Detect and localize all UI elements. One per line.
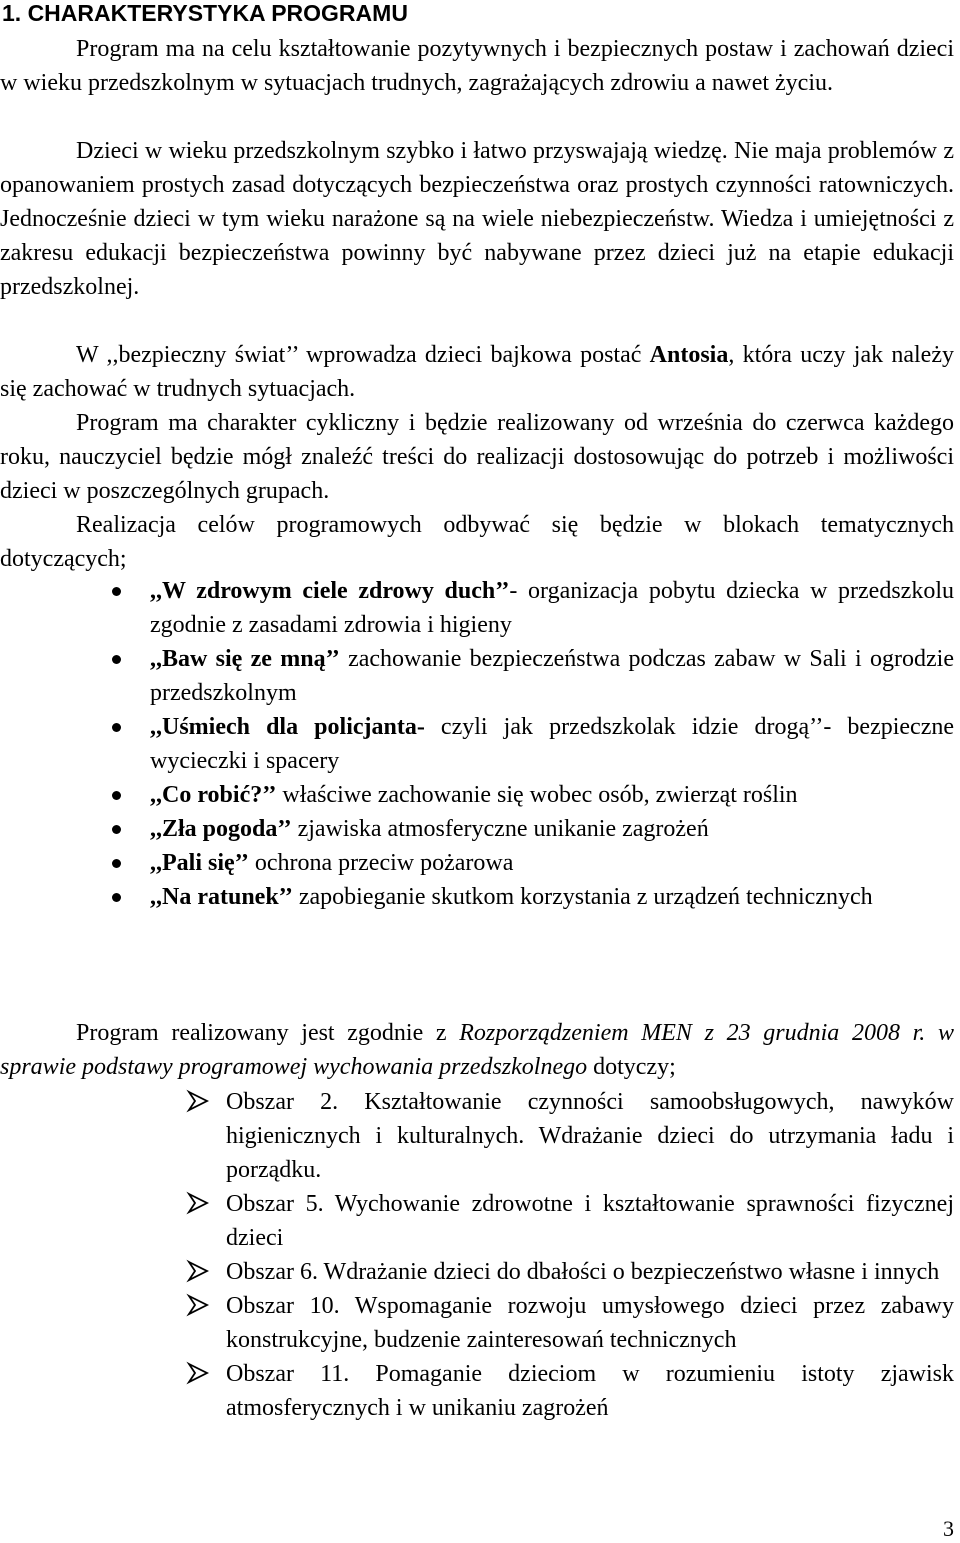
list-item	[0, 880, 954, 914]
block-title: ,,Pali się’’	[150, 850, 249, 876]
arrow-bullet-icon	[186, 1361, 210, 1385]
area-text: Obszar 5. Wychowanie zdrowotne i kształtowanie sprawności fizycznej dzieci	[226, 1191, 954, 1251]
arrow-bullet-icon	[186, 1089, 210, 1113]
regulation-text-end: dotyczy;	[587, 1054, 676, 1080]
block-title: ,,Na ratunek’’	[150, 884, 293, 910]
area-text: Obszar 10. Wspomaganie rozwoju umysłowego dzieci przez zabawy konstrukcyjne, budzenie zainteresowań technicznych	[226, 1293, 954, 1353]
list-item	[0, 1255, 954, 1289]
area-text: Obszar 11. Pomaganie dzieciom w rozumieniu istoty zjawisk atmosferycznych i w unikaniu zagrożeń	[226, 1361, 954, 1421]
block-description: zachowanie bezpieczeństwa podczas zabaw w Sali i ogrodzie przedszkolnym	[150, 646, 954, 706]
list-item	[0, 1289, 954, 1357]
block-description: czyli jak przedszkolak idzie drogą’’- bezpieczne wycieczki i spacery	[150, 714, 954, 774]
list-item	[0, 778, 954, 812]
list-item	[0, 710, 954, 778]
paragraph-antos-intro	[0, 338, 954, 406]
antos-text-start: W ,,bezpieczny świat’’ wprowadza dzieci bajkowa postać	[76, 342, 650, 368]
page-number: 3	[943, 1516, 954, 1541]
block-title: ,,Zła pogoda’’	[150, 816, 292, 842]
bullet-dot-icon	[112, 791, 121, 800]
thematic-blocks-list	[0, 574, 954, 914]
bullet-dot-icon	[112, 825, 121, 834]
bullet-dot-icon	[112, 893, 121, 902]
block-title: ,,Co robić?’’	[150, 782, 277, 808]
list-item	[0, 642, 954, 710]
antos-text-end: , która uczy jak należy się zachować w trudnych sytuacjach.	[0, 342, 954, 402]
arrow-bullet-icon	[186, 1191, 210, 1215]
block-description: ochrona przeciw pożarowa	[248, 850, 514, 876]
block-title: ,,W zdrowym ciele zdrowy duch’’	[150, 578, 510, 604]
block-description: właściwe zachowanie się wobec osób, zwierząt roślin	[276, 782, 798, 808]
section-title: 1. CHARAKTERYSTYKA PROGRAMU	[2, 0, 408, 26]
regulation-text-start: Program realizowany jest zgodnie z	[76, 1020, 460, 1046]
areas-list	[0, 1085, 954, 1425]
list-item	[0, 574, 954, 642]
list-item	[0, 1357, 954, 1425]
area-text: Obszar 2. Kształtowanie czynności samoobsługowych, nawyków higienicznych i kulturalnych. Wdrażanie dzieci do utrzymania ładu i porządku.	[226, 1089, 954, 1183]
paragraph-children-learning: Dzieci w wieku przedszkolnym szybko i łatwo przyswajają wiedzę. Nie maja problemów z opanowaniem prostych zasad dotyczących bezpieczeństwa oraz prostych czynności ratowniczych. Jednocześnie dzieci w tym wieku narażone są na wiele niebezpieczeństw. Wiedza i umiejętności z zakresu edukacji bezpieczeństwa powinny być nabywane przez dzieci już na etapie edukacji przedszkolnej.	[0, 138, 954, 300]
list-item	[0, 1187, 954, 1255]
paragraph-thematic-intro: Realizacja celów programowych odbywać się będzie w blokach tematycznych dotyczących;	[0, 512, 954, 572]
area-text: Obszar 6. Wdrażanie dzieci do dbałości o bezpieczeństwo własne i innych	[226, 1259, 940, 1285]
block-description: zjawiska atmosferyczne unikanie zagrożeń	[291, 816, 709, 842]
paragraph-regulation	[0, 1016, 954, 1084]
arrow-bullet-icon	[186, 1293, 210, 1317]
paragraph-program-goal: Program ma na celu kształtowanie pozytywnych i bezpiecznych postaw i zachowań dzieci w wieku przedszkolnym w sytuacjach trudnych, zagrażających zdrowiu a nawet życiu.	[0, 36, 954, 96]
list-item	[0, 1085, 954, 1187]
arrow-bullet-icon	[186, 1259, 210, 1283]
bullet-dot-icon	[112, 587, 121, 596]
block-title: ,,Uśmiech dla policjanta-	[150, 714, 425, 740]
bullet-dot-icon	[112, 723, 121, 732]
paragraph-cyclic-program: Program ma charakter cykliczny i będzie realizowany od września do czerwca każdego roku, nauczyciel będzie mógł znaleźć treści do realizacji dostosowując do potrzeb i możliwości dzieci w poszczególnych grupach.	[0, 410, 954, 504]
bullet-dot-icon	[112, 859, 121, 868]
block-description: zapobieganie skutkom korzystania z urządzeń technicznych	[292, 884, 873, 910]
antos-name: Antosia	[649, 342, 729, 368]
list-item	[0, 846, 954, 880]
block-description: - organizacja pobytu dziecka w przedszkolu zgodnie z zasadami zdrowia i higieny	[150, 578, 954, 638]
bullet-dot-icon	[112, 655, 121, 664]
list-item	[0, 812, 954, 846]
regulation-title: Rozporządzeniem MEN z 23 grudnia 2008 r. w sprawie podstawy programowej wychowania przedszkolnego	[0, 1020, 954, 1080]
block-title: ,,Baw się ze mną’’	[150, 646, 340, 672]
